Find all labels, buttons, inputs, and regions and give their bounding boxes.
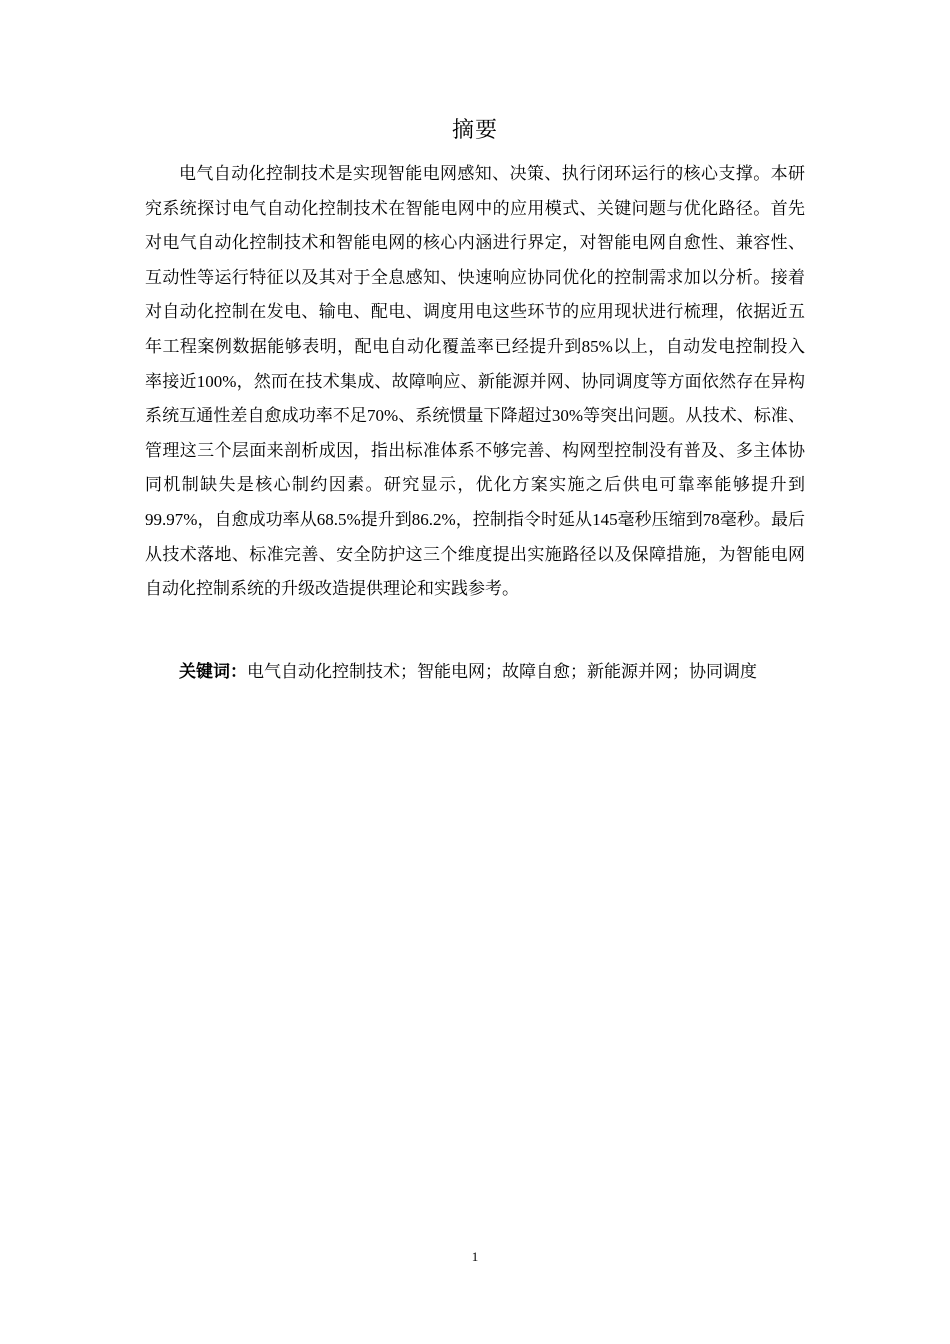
keywords-text: 电气自动化控制技术；智能电网；故障自愈；新能源并网；协同调度 bbox=[247, 662, 757, 681]
page-number: 1 bbox=[471, 1249, 479, 1264]
abstract-title: 摘要 bbox=[451, 118, 498, 143]
keywords-label: 关键词： bbox=[179, 662, 247, 682]
abstract-paragraph: 电气自动化控制技术是实现智能电网感知、决策、执行闭环运行的核心支撑。本研究系统探讨电气自动化控制技术在智能电网中的应用模式、关键问题与优化路径。首先对电气自动化控制技术和智能电网的核心内涵进行界定，对智能电网自愈性、兼容性、互动性等运行特征以及其对于全息感知、快速响应协同优化的控制需求加以分析。接着对自动化控制在发电、输电、配电、调度用电这些环节的应用现状进行梳理，依据近五年工程案例数据能够表明，配电自动化覆盖率已经提升到85%以上，自动发电控制投入率接近100%，然而在技术集成、故障响应、新能源并网、协同调度等方面依然存在异构系统互通性差自愈成功率不足70%、系统惯量下降超过30%等突出问题。从技术、标准、管理这三个层面来剖析成因，指出标准体系不够完善、构网型控制没有普及、多主体协同机制缺失是核心制约因素。研究显示，优化方案实施之后供电可靠率能够提升到99.97%，自愈成功率从68.5%提升到86.2%，控制指令时延从145毫秒压缩到78毫秒。最后从技术落地、标准完善、安全防护这三个维度提出实施路径以及保障措施，为智能电网自动化控制系统的升级改造提供理论和实践参考。 bbox=[145, 164, 805, 599]
keywords-paragraph bbox=[145, 655, 805, 690]
